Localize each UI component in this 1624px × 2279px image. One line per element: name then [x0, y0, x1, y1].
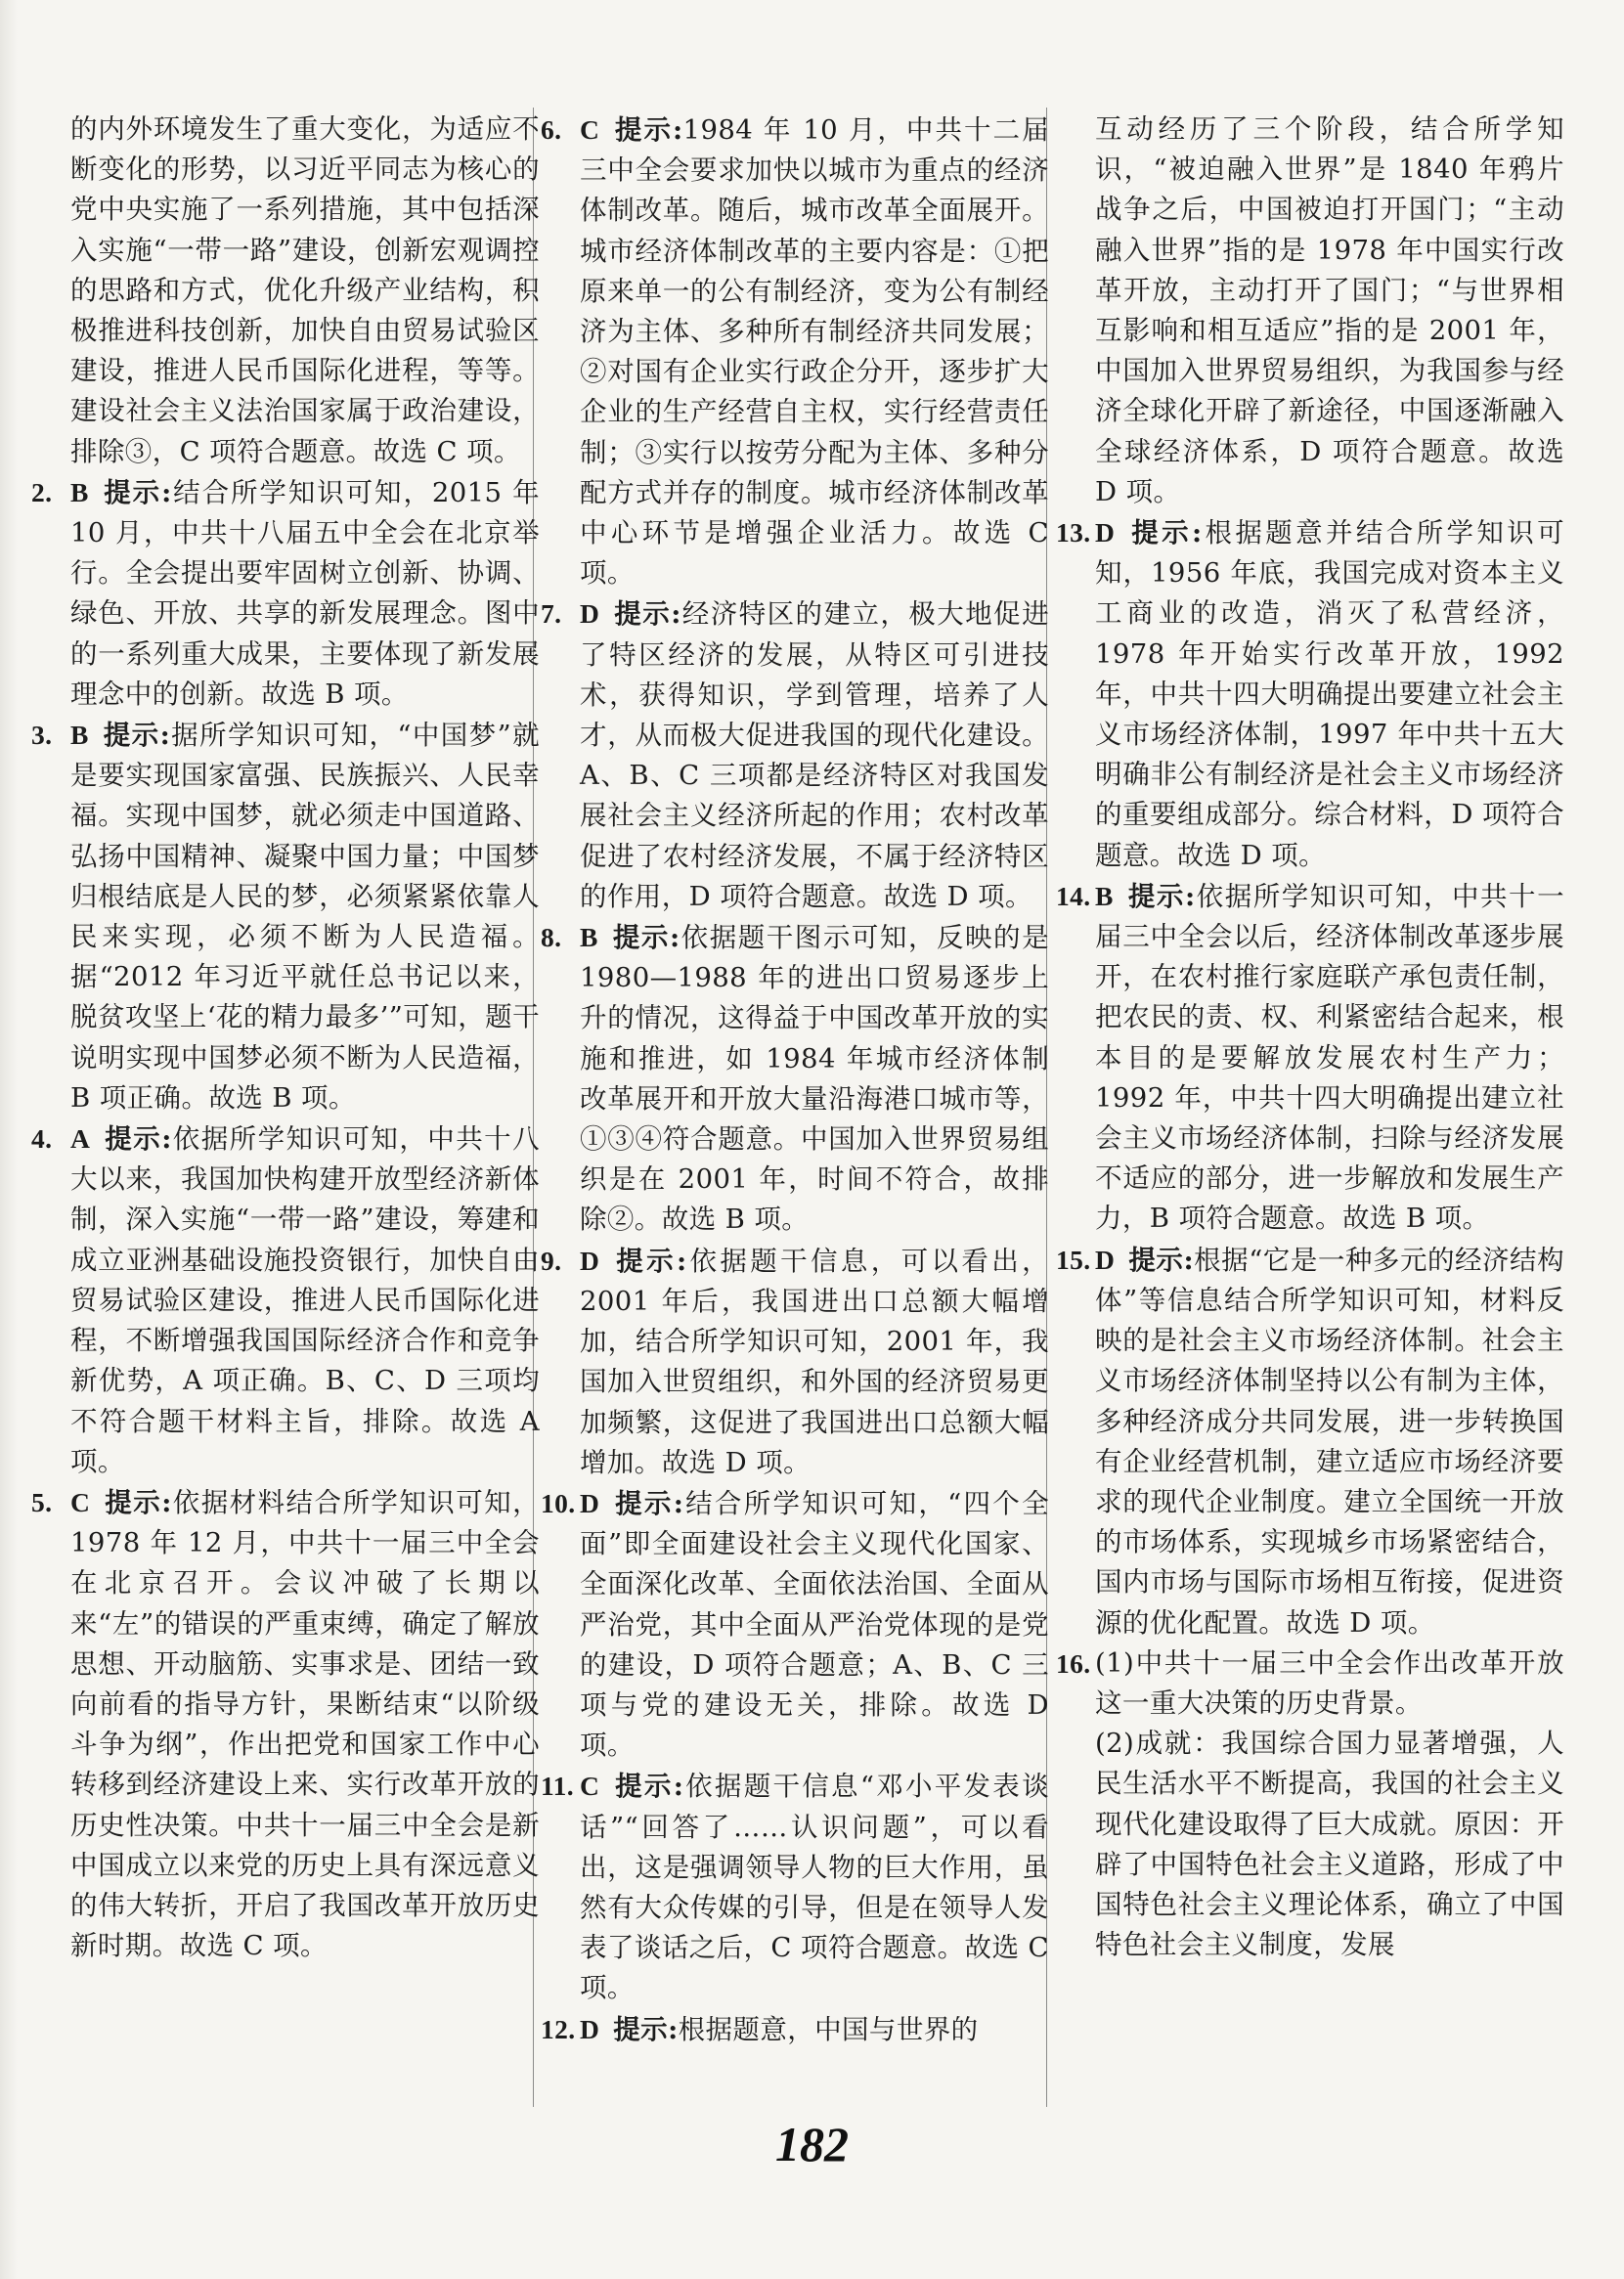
hint-label: 提示: — [1128, 517, 1203, 549]
hint-label: 提示: — [613, 1245, 687, 1277]
answer-number: 8. — [541, 922, 562, 953]
hint-label: 提示: — [102, 720, 171, 752]
answer-explanation: 依据材料结合所学知识可知，1978 年 12 月，中共十一届三中全会在北京召开。会议冲破了长期以来“左”的错误的严重束缚，确定了解放思想、开动脑筋、实事求是、团结一致向前看的指导方针，果断结束“以阶级斗争为纲”，作出把党和国家工作中心转移到经济建设上来、实行改革开放的历史性决策。中共十一届三中全会是新中国成立以来党的历史上具有深远意义的伟大转折，开启了我国改革开放历史新时期。故选 C 项。 — [70, 1486, 540, 1962]
answer-number: 4. — [31, 1123, 53, 1155]
answer-item-13 — [1056, 512, 1564, 876]
page-binding-edge — [0, 0, 18, 2279]
answer-letter: D — [580, 2013, 600, 2044]
answer-letter: D — [1095, 1244, 1116, 1275]
answer-letter: D — [580, 1245, 600, 1276]
answer-letter: B — [70, 720, 89, 751]
answer-number: 7. — [541, 598, 562, 630]
answer-number: 3. — [31, 720, 53, 751]
answer-item-7 — [541, 593, 1049, 917]
answer-item-6 — [541, 110, 1049, 593]
hint-label: 提示: — [611, 922, 680, 954]
middle-column — [541, 110, 1049, 2050]
hint-label: 提示: — [613, 598, 681, 631]
answer-number: 15. — [1056, 1244, 1091, 1275]
answer-number: 6. — [541, 114, 562, 145]
answer-letter: B — [70, 476, 89, 507]
answer-item-4 — [31, 1118, 540, 1482]
answer-explanation: 经济特区的建立，极大地促进了特区经济的发展，从特区可引进技术，获得知识，学到管理，培养了人才，从而极大促进我国的现代化建设。A、B、C 三项都是经济特区对我国发展社会主义经济所起的作用；农村改革促进了农村经济发展，不属于经济特区的作用，D 项符合题意。故选 D 项。 — [580, 598, 1049, 912]
answer-number: 2. — [31, 476, 53, 507]
hint-label: 提示: — [613, 114, 683, 146]
answer-explanation: 根据“它是一种多元的经济结构体”等信息结合所学知识可知，材料反映的是社会主义市场经济体制。社会主义市场经济体制坚持以公有制为主体，多种经济成分共同发展，进一步转换国有企业经营机制，建立适应市场经济要求的现代企业制度。建立全国统一开放的市场体系，实现城乡市场紧密结合，国内市场与国际市场相互衔接，促进资源的优化配置。故选 D 项。 — [1095, 1244, 1564, 1639]
answer-number: 16. — [1056, 1647, 1091, 1679]
page-number: 182 — [775, 2117, 849, 2171]
left-column — [31, 110, 540, 1966]
answer-explanation: 根据题意并结合所学知识可知，1956 年底，我国完成对资本主义工商业的改造，消灭了私营经济，1978 年开始实行改革开放，1992 年，中共十四大明确提出要建立社会主义市场经济体制，1997 年中共十五大明确非公有制经济是社会主义市场经济的重要组成部分。综合材料，D 项符合题意。故选 D 项。 — [1095, 517, 1564, 871]
answer-item-15 — [1056, 1240, 1564, 1644]
answer-letter: D — [580, 598, 600, 630]
continued-answer-text: 的内外环境发生了重大变化，为适应不断变化的形势，以习近平同志为核心的党中央实施了一系列措施，其中包括深入实施“一带一路”建设，创新宏观调控的思路和方式，优化升级产业结构，积极推进科技创新，加快自由贸易试验区建设，推进人民币国际化进程，等等。建设社会主义法治国家属于政治建设，排除③，C 项符合题意。故选 C 项。 — [70, 113, 540, 467]
right-column — [1056, 110, 1564, 1965]
answer-explanation: 结合所学知识可知，2015 年 10 月，中共十八届五中全会在北京举行。全会提出要牢固树立创新、协调、绿色、开放、共享的新发展理念。图中的一系列重大成果，主要体现了新发展理念中的创新。故选 B 项。 — [70, 476, 540, 710]
answer-explanation: 依据题干信息“邓小平发表谈话”“回答了……认识问题”，可以看出，这是强调领导人物的巨大作用，虽然有大众传媒的引导，但是在领导人发表了谈话之后，C 项符合题意。故选 C 项。 — [580, 1771, 1049, 2004]
answer-explanation: (1)中共十一届三中全会作出改革开放这一重大决策的历史背景。 — [1095, 1646, 1564, 1719]
answer-item-14 — [1056, 876, 1564, 1240]
answer-letter: C — [70, 1486, 91, 1517]
answer-letter: D — [1095, 517, 1116, 548]
answer-letter: D — [580, 1487, 600, 1518]
answer-explanation: 据所学知识可知，“中国梦”就是要实现国家富强、民族振兴、人民幸福。实现中国梦，就必须走中国道路、弘扬中国精神、凝聚中国力量；中国梦归根结底是人民的梦，必须紧紧依靠人民来实现，必须不断为人民造福。据“2012 年习近平就任总书记以来，脱贫攻坚上‘花的精力最多’”可知，题干说明实现中国梦必须不断为人民造福，B 项正确。故选 B 项。 — [70, 720, 540, 1114]
answer-explanation: 根据题意，中国与世界的 — [678, 2013, 979, 2045]
answer-letter: B — [580, 922, 598, 953]
answer-subpart: (2)成就：我国综合国力显著增强，人民生活水平不断提高，我国的社会主义现代化建设取得了巨大成就。原因：开辟了中国特色社会主义道路，形成了中国特色社会主义理论体系，确立了中国特色社会主义制度，发展 — [1095, 1728, 1564, 1961]
answer-number: 13. — [1056, 517, 1091, 548]
answer-item-11 — [541, 1766, 1049, 2008]
answer-explanation: 依据所学知识可知，中共十八大以来，我国加快构建开放型经济新体制，深入实施“一带一路”建设，筹建和成立亚洲基础设施投资银行，加快自由贸易试验区建设，推进人民币国际化进程，不断增强我国国际经济合作和竞争新优势，A 项正确。B、C、D 三项均不符合题干材料主旨，排除。故选 A 项。 — [70, 1123, 540, 1477]
answer-letter: C — [580, 114, 600, 145]
answer-number: 10. — [541, 1487, 576, 1518]
answer-explanation: 1984 年 10 月，中共十二届三中全会要求加快以城市为重点的经济体制改革。随后，城市改革全面展开。城市经济体制改革的主要内容是：①把原来单一的公有制经济，变为公有制经济为主体、多种所有制经济共同发展；②对国有企业实行政企分开，逐步扩大企业的生产经营自主权，实行经营责任制；③实行以按劳分配为主体、多种分配方式并存的制度。城市经济体制改革中心环节是增强企业活力。故选 C 项。 — [580, 114, 1049, 590]
hint-label: 提示: — [613, 1771, 684, 1803]
answer-item-10 — [541, 1483, 1049, 1766]
answer-letter: B — [1095, 880, 1114, 911]
hint-label: 提示: — [104, 1123, 172, 1156]
answer-number: 14. — [1056, 880, 1091, 911]
continued-answer-text: 互动经历了三个阶段，结合所学知识，“被迫融入世界”是 1840 年鸦片战争之后，中国被迫打开国门；“主动融入世界”指的是 1978 年中国实行改革开放，主动打开了国门；“与世界相互影响和相互适应”指的是 2001 年，中国加入世界贸易组织，为我国参与经济全球化开辟了新途径，中国逐渐融入全球经济体系，D 项符合题意。故选 D 项。 — [1095, 113, 1564, 507]
answer-item-5 — [31, 1482, 540, 1966]
answer-explanation: 依据所学知识可知，中共十一届三中全会以后，经济体制改革逐步展开，在农村推行家庭联产承包责任制，把农民的责、权、利紧密结合起来，根本目的是要解放发展农村生产力；1992 年，中共十四大明确提出建立社会主义市场经济体制，扫除与经济发展不适应的部分，进一步解放和发展生产力，B 项符合题意。故选 B 项。 — [1095, 880, 1564, 1235]
answer-letter: A — [70, 1123, 91, 1155]
answer-item-12 — [541, 2009, 1049, 2050]
answer-item-2 — [31, 472, 540, 715]
answer-explanation: 依据题干图示可知，反映的是 1980—1988 年的进出口贸易逐步上升的情况，这得益于中国改革开放的实施和推进，如 1984 年城市经济体制改革展开和开放大量沿海港口城市等，①③④符合题意。中国加入世界贸易组织是在 2001 年，时间不符合，故排除②。故选 B 项。 — [580, 922, 1049, 1236]
answer-letter: C — [580, 1771, 600, 1802]
answer-number: 9. — [541, 1245, 562, 1276]
answer-number: 11. — [541, 1771, 575, 1802]
answer-item-9 — [541, 1241, 1049, 1483]
hint-label: 提示: — [1128, 1244, 1195, 1276]
answer-number: 12. — [541, 2013, 576, 2044]
answer-item-8 — [541, 917, 1049, 1241]
answer-explanation: 依据题干信息，可以看出，2001 年后，我国进出口总额大幅增加，结合所学知识可知，2001 年，我国加入世贸组织，和外国的经济贸易更加频繁，这促进了我国进出口总额大幅增加。故选 D 项。 — [580, 1245, 1049, 1478]
answer-number: 5. — [31, 1486, 53, 1517]
hint-label: 提示: — [1126, 880, 1196, 912]
answer-explanation: 结合所学知识可知，“四个全面”即全面建设社会主义现代化国家、全面深化改革、全面依法治国、全面从严治党，其中全面从严治党体现的是党的建设，D 项符合题意；A、B、C 三项与党的建设无关，排除。故选 D 项。 — [580, 1487, 1049, 1762]
answer-item-16 — [1056, 1644, 1564, 1966]
hint-label: 提示: — [613, 2013, 679, 2045]
hint-label: 提示: — [104, 1486, 172, 1518]
hint-label: 提示: — [613, 1487, 684, 1519]
answer-item-3 — [31, 715, 540, 1118]
hint-label: 提示: — [102, 476, 172, 508]
